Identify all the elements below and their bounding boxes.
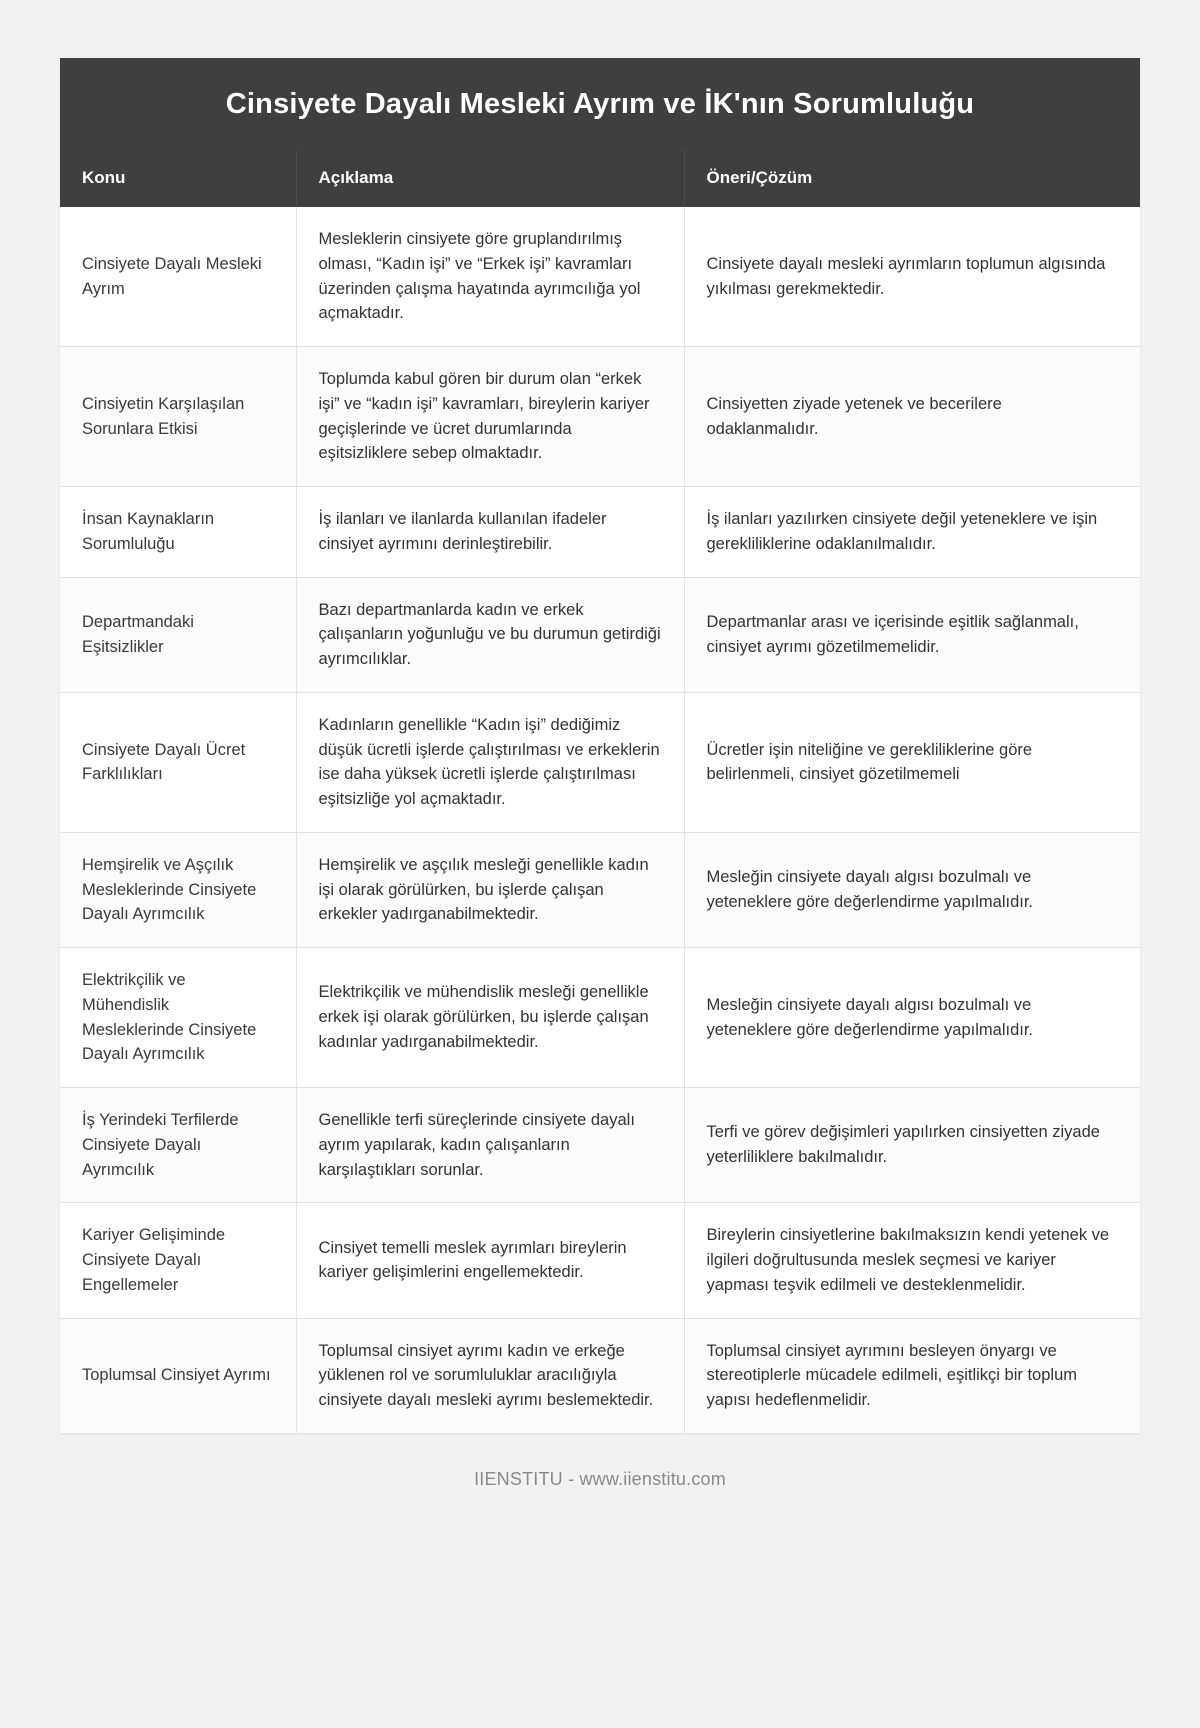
cell-description: Genellikle terfi süreçlerinde cinsiyete dayalı ayrım yapılarak, kadın çalışanların karşılaştıkları sorunlar.: [296, 1088, 684, 1203]
cell-description: Elektrikçilik ve mühendislik mesleği genellikle erkek işi olarak görülürken, bu işlerde çalışan kadınlar yadırganabilmektedir.: [296, 948, 684, 1088]
table-row: [60, 832, 1140, 947]
cell-topic: Elektrikçilik ve Mühendislik Mesleklerinde Cinsiyete Dayalı Ayrımcılık: [60, 948, 296, 1088]
cell-topic: Departmandaki Eşitsizlikler: [60, 577, 296, 692]
cell-solution: Bireylerin cinsiyetlerine bakılmaksızın kendi yetenek ve ilgileri doğrultusunda meslek seçmesi ve kariyer yapması teşvik edilmeli ve desteklenmelidir.: [684, 1203, 1140, 1318]
cell-solution: Terfi ve görev değişimleri yapılırken cinsiyetten ziyade yeterliliklere bakılmalıdır.: [684, 1088, 1140, 1203]
table-row: [60, 347, 1140, 487]
table-header-row: [60, 150, 1140, 207]
cell-topic: Hemşirelik ve Aşçılık Mesleklerinde Cinsiyete Dayalı Ayrımcılık: [60, 832, 296, 947]
cell-description: Toplumda kabul gören bir durum olan “erkek işi” ve “kadın işi” kavramları, bireylerin kariyer geçişlerinde ve ücret durumlarında eşitsizliklere sebep olmaktadır.: [296, 347, 684, 487]
cell-solution: İş ilanları yazılırken cinsiyete değil yeteneklere ve işin gerekliliklerine odaklanılmalıdır.: [684, 487, 1140, 578]
cell-description: Bazı departmanlarda kadın ve erkek çalışanların yoğunluğu ve bu durumun getirdiği ayrımcılıklar.: [296, 577, 684, 692]
cell-solution: Ücretler işin niteliğine ve gerekliliklerine göre belirlenmeli, cinsiyet gözetilmemeli: [684, 692, 1140, 832]
footer-attribution: IIENSTITU - www.iienstitu.com: [474, 1468, 726, 1489]
table-body: [60, 207, 1140, 1433]
column-header-description: Açıklama: [296, 150, 684, 207]
cell-solution: Departmanlar arası ve içerisinde eşitlik sağlanmalı, cinsiyet ayrımı gözetilmemelidir.: [684, 577, 1140, 692]
cell-description: Mesleklerin cinsiyete göre gruplandırılmış olması, “Kadın işi” ve “Erkek işi” kavramları üzerinden çalışma hayatında ayrımcılığa yol açmaktadır.: [296, 207, 684, 347]
table-row: [60, 207, 1140, 347]
table-row: [60, 487, 1140, 578]
table-row: [60, 948, 1140, 1088]
page-title: Cinsiyete Dayalı Mesleki Ayrım ve İK'nın Sorumluluğu: [60, 58, 1140, 150]
cell-topic: Kariyer Gelişiminde Cinsiyete Dayalı Engellemeler: [60, 1203, 296, 1318]
cell-solution: Mesleğin cinsiyete dayalı algısı bozulmalı ve yeteneklere göre değerlendirme yapılmalıdır.: [684, 948, 1140, 1088]
cell-solution: Toplumsal cinsiyet ayrımını besleyen önyargı ve stereotiplerle mücadele edilmeli, eşitlikçi bir toplum yapısı hedeflenmelidir.: [684, 1318, 1140, 1433]
table-row: [60, 692, 1140, 832]
cell-description: Kadınların genellikle “Kadın işi” dediğimiz düşük ücretli işlerde çalıştırılması ve erkeklerin ise daha yüksek ücretli işlerde çalıştırılması eşitsizliğe yol açmaktadır.: [296, 692, 684, 832]
column-header-solution: Öneri/Çözüm: [684, 150, 1140, 207]
table-header: [60, 150, 1140, 207]
cell-solution: Mesleğin cinsiyete dayalı algısı bozulmalı ve yeteneklere göre değerlendirme yapılmalıdır.: [684, 832, 1140, 947]
cell-description: İş ilanları ve ilanlarda kullanılan ifadeler cinsiyet ayrımını derinleştirebilir.: [296, 487, 684, 578]
cell-description: Hemşirelik ve aşçılık mesleği genellikle kadın işi olarak görülürken, bu işlerde çalışan erkekler yadırganabilmektedir.: [296, 832, 684, 947]
cell-solution: Cinsiyete dayalı mesleki ayrımların toplumun algısında yıkılması gerekmektedir.: [684, 207, 1140, 347]
info-table-card: [60, 58, 1140, 1433]
table-row: [60, 1088, 1140, 1203]
cell-topic: Cinsiyetin Karşılaşılan Sorunlara Etkisi: [60, 347, 296, 487]
cell-topic: İnsan Kaynakların Sorumluluğu: [60, 487, 296, 578]
cell-topic: Cinsiyete Dayalı Mesleki Ayrım: [60, 207, 296, 347]
cell-topic: İş Yerindeki Terfilerde Cinsiyete Dayalı Ayrımcılık: [60, 1088, 296, 1203]
column-header-topic: Konu: [60, 150, 296, 207]
cell-description: Cinsiyet temelli meslek ayrımları bireylerin kariyer gelişimlerini engellemektedir.: [296, 1203, 684, 1318]
info-table: [60, 150, 1140, 1433]
cell-solution: Cinsiyetten ziyade yetenek ve becerilere odaklanmalıdır.: [684, 347, 1140, 487]
table-row: [60, 1318, 1140, 1433]
cell-topic: Toplumsal Cinsiyet Ayrımı: [60, 1318, 296, 1433]
cell-topic: Cinsiyete Dayalı Ücret Farklılıkları: [60, 692, 296, 832]
table-row: [60, 577, 1140, 692]
cell-description: Toplumsal cinsiyet ayrımı kadın ve erkeğe yüklenen rol ve sorumluluklar aracılığıyla cinsiyete dayalı mesleki ayrımı beslemektedir.: [296, 1318, 684, 1433]
table-row: [60, 1203, 1140, 1318]
